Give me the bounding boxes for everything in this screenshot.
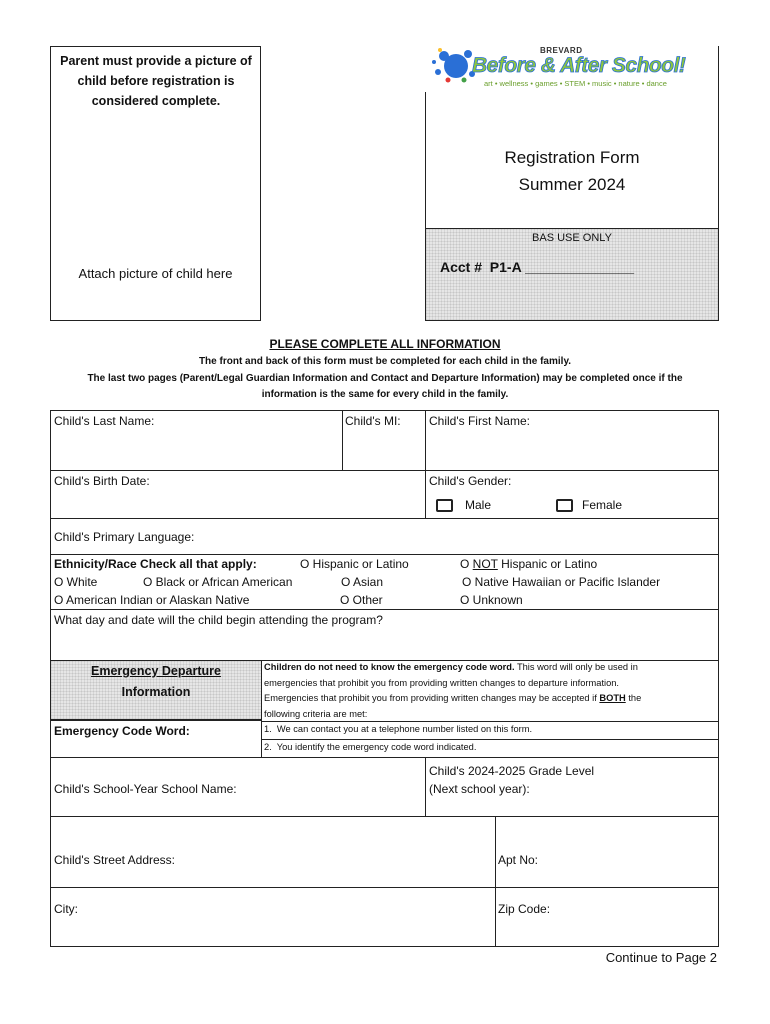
emergency-heading-1: Emergency Departure bbox=[91, 664, 221, 678]
eth-hawaiian-option[interactable]: O Native Hawaiian or Pacific Islander bbox=[462, 575, 661, 589]
eth-hispanic-option[interactable]: O Hispanic or Latino bbox=[300, 557, 409, 571]
logo-brand-top: BREVARD bbox=[540, 46, 583, 55]
criteria-1: 1. We can contact you at a telephone number listed on this form. bbox=[264, 724, 533, 734]
emergency-note-1: This word will only be used in bbox=[514, 662, 638, 672]
bas-use-only-box bbox=[425, 228, 719, 321]
gender-male-checkbox[interactable] bbox=[436, 499, 453, 512]
form-subtitle: Summer 2024 bbox=[518, 175, 626, 194]
photo-attach-label: Attach picture of child here bbox=[78, 266, 233, 281]
col-divider bbox=[342, 410, 343, 470]
logo-brand-main: Before & After School! bbox=[472, 54, 686, 77]
last-name-field[interactable]: Child's Last Name: bbox=[54, 414, 155, 428]
intro-line-1: The front and back of this form must be completed for each child in the family. bbox=[198, 356, 572, 367]
grade-level-field-1[interactable]: Child's 2024-2025 Grade Level bbox=[429, 764, 595, 778]
acct-number: Acct # P1-A ______________ bbox=[440, 259, 635, 275]
bas-use-only-label: BAS USE ONLY bbox=[532, 232, 612, 244]
middle-initial-field[interactable]: Child's MI: bbox=[345, 414, 401, 428]
ethnicity-label: Ethnicity/Race Check all that apply: bbox=[54, 557, 257, 571]
col-divider bbox=[425, 410, 426, 518]
eth-black-option[interactable]: O Black or African American bbox=[143, 575, 293, 589]
row-divider bbox=[261, 721, 719, 722]
form-title: Registration Form bbox=[504, 148, 640, 167]
gender-female-label: Female bbox=[582, 498, 623, 512]
start-day-field[interactable]: What day and date will the child begin attending the program? bbox=[54, 613, 383, 627]
primary-language-field[interactable]: Child's Primary Language: bbox=[54, 530, 195, 544]
street-address-field[interactable]: Child's Street Address: bbox=[54, 853, 176, 867]
emergency-code-word-field[interactable]: Emergency Code Word: bbox=[54, 724, 190, 738]
zip-code-field[interactable]: Zip Code: bbox=[498, 902, 551, 916]
eth-unknown-option[interactable]: O Unknown bbox=[460, 593, 523, 607]
row-divider bbox=[50, 554, 719, 555]
eth-not-hispanic-option[interactable] bbox=[460, 557, 597, 571]
eth-white-option[interactable]: O White bbox=[54, 575, 98, 589]
school-name-field[interactable]: Child's School-Year School Name: bbox=[54, 782, 237, 796]
emergency-note-3a: Emergencies that prohibit you from providing written changes may be accepted if bbox=[264, 693, 600, 703]
row-divider bbox=[50, 816, 719, 817]
emergency-note bbox=[264, 660, 716, 722]
gender-male-label: Male bbox=[465, 498, 492, 512]
row-divider bbox=[50, 757, 719, 758]
row-divider bbox=[50, 609, 719, 610]
intro-heading: PLEASE COMPLETE ALL INFORMATION bbox=[269, 337, 501, 351]
logo-tagline: art • wellness • games • STEM • music • nature • dance bbox=[484, 79, 667, 88]
row-divider bbox=[261, 739, 719, 740]
photo-instruction: Parent must provide a picture of child before registration is considered complete. bbox=[60, 54, 252, 108]
row-divider bbox=[50, 720, 262, 721]
row-divider bbox=[50, 518, 719, 519]
apt-no-field[interactable]: Apt No: bbox=[498, 853, 539, 867]
emergency-note-3c: the bbox=[625, 693, 642, 703]
eth-other-option[interactable]: O Other bbox=[340, 593, 383, 607]
emergency-note-bold: Children do not need to know the emergency code word. bbox=[264, 662, 515, 672]
grade-level-field-2: (Next school year): bbox=[429, 782, 530, 796]
eth-american-indian-option[interactable]: O American Indian or Alaskan Native bbox=[54, 593, 250, 607]
emergency-heading-box bbox=[50, 660, 262, 720]
first-name-field[interactable]: Child's First Name: bbox=[429, 414, 530, 428]
header-right-border bbox=[718, 46, 719, 229]
emergency-heading-2: Information bbox=[121, 685, 191, 699]
gender-female-checkbox[interactable] bbox=[556, 499, 573, 512]
emergency-note-3b: BOTH bbox=[599, 693, 626, 703]
intro-line-2: The last two pages (Parent/Legal Guardian Information and Contact and Departure Information) may be completed once if the bbox=[87, 373, 683, 384]
eth-not-suffix: Hispanic or Latino bbox=[497, 557, 598, 571]
city-field[interactable]: City: bbox=[54, 902, 78, 916]
birth-date-field[interactable]: Child's Birth Date: bbox=[54, 474, 150, 488]
eth-not-prefix: O bbox=[460, 557, 473, 571]
eth-asian-option[interactable]: O Asian bbox=[341, 575, 384, 589]
gender-label: Child's Gender: bbox=[429, 474, 512, 488]
intro-line-3: information is the same for every child in the family. bbox=[261, 389, 509, 400]
eth-not-word: NOT bbox=[472, 557, 498, 571]
photo-box bbox=[50, 46, 261, 321]
col-divider bbox=[495, 816, 496, 947]
row-divider bbox=[50, 887, 719, 888]
criteria-2: 2. You identify the emergency code word indicated. bbox=[264, 742, 477, 752]
row-divider bbox=[50, 470, 719, 471]
emergency-note-4: following criteria are met: bbox=[264, 708, 368, 719]
brand-logo bbox=[428, 44, 720, 92]
col-divider bbox=[425, 757, 426, 816]
continue-to-page-2: Continue to Page 2 bbox=[605, 950, 717, 965]
emergency-note-2: emergencies that prohibit you from providing written changes to departure information. bbox=[264, 677, 620, 688]
